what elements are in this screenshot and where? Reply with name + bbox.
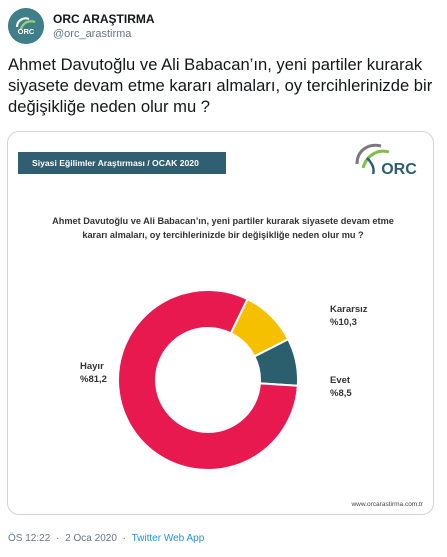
label-kararsiz-name: Kararsız	[330, 304, 368, 315]
orc-logo-icon	[8, 8, 44, 44]
tweet-date[interactable]: 2 Oca 2020	[65, 533, 117, 544]
label-hayir-value: %81,2	[80, 374, 107, 385]
tweet-text: Ahmet Davutoğlu ve Ali Babacan’ın, yeni partiler kurarak siyasete devam etme kararı almaları, oy tercihlerinizde bir değişikliğe neden olur mu ?	[8, 55, 433, 116]
label-kararsiz	[330, 303, 368, 329]
label-hayir-name: Hayır	[80, 361, 104, 372]
card-banner: Siyasi Eğilimler Araştırması / OCAK 2020	[18, 152, 226, 174]
footer-separator: ·	[122, 533, 127, 544]
user-handle[interactable]: @orc_arastirma	[53, 27, 132, 40]
tweet-source-link[interactable]: Twitter Web App	[131, 533, 205, 544]
donut-chart	[108, 280, 308, 480]
svg-text:ORC: ORC	[17, 27, 35, 36]
media-card[interactable]	[7, 131, 434, 515]
label-evet-value: %8,5	[330, 388, 352, 399]
chart-question: Ahmet Davutoğlu ve Ali Babacan’ın, yeni partiler kurarak siyasete devam etme kararı almaları, oy tercihlerinizde bir değişikliğe neden olur mu ?	[52, 216, 394, 240]
label-kararsiz-value: %10,3	[330, 317, 357, 328]
tweet-time[interactable]: ÖS 12:22	[8, 533, 51, 544]
orc-card-logo-icon	[353, 138, 423, 184]
tweet-header	[8, 6, 155, 46]
label-hayir	[80, 360, 107, 386]
display-name[interactable]: ORC ARAŞTIRMA	[53, 11, 155, 26]
svg-text:ORC: ORC	[381, 161, 417, 178]
card-website: www.orcarastirma.com.tr	[351, 501, 423, 508]
label-evet-name: Evet	[330, 375, 351, 386]
footer-separator: ·	[56, 533, 60, 544]
user-names	[53, 12, 155, 41]
tweet-footer	[8, 532, 204, 546]
avatar[interactable]	[8, 8, 44, 44]
label-evet	[330, 374, 352, 400]
